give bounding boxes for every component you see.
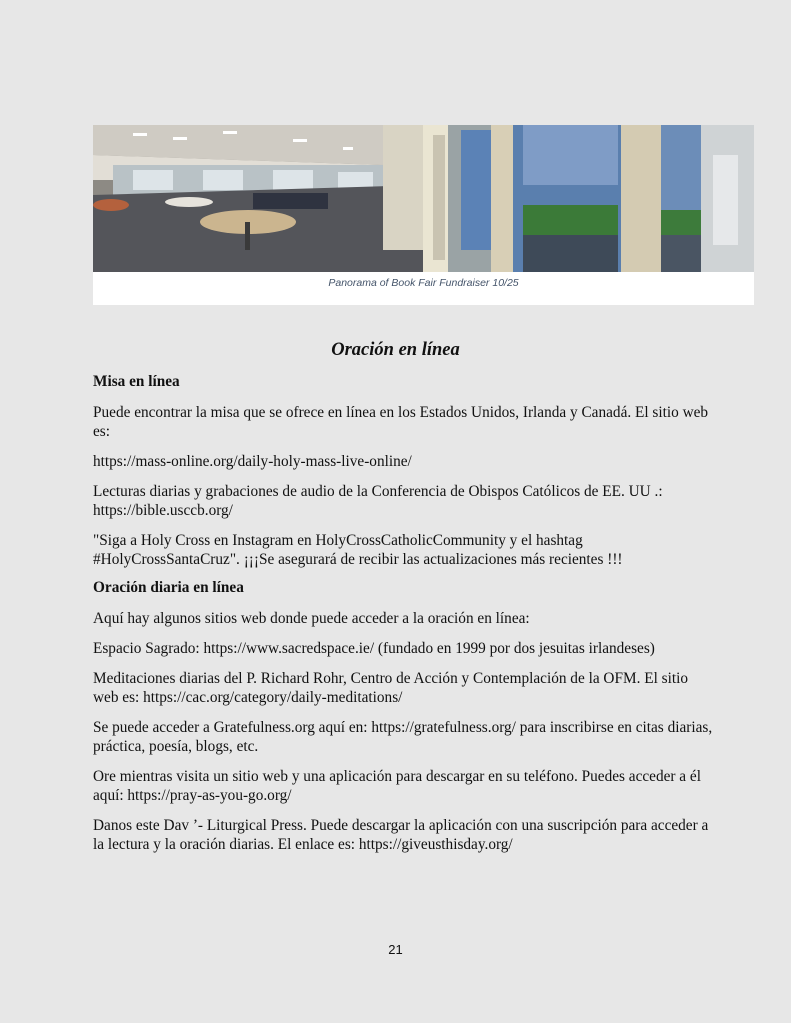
main-content: [93, 372, 713, 865]
misa-intro: Puede encontrar la misa que se ofrece en línea en los Estados Unidos, Irlanda y Canadá. El sitio web es:: [93, 404, 709, 440]
oracion-item: Espacio Sagrado: https://www.sacredspace.ie/ (fundado en 1999 por dos jesuitas irlandeses): [93, 640, 655, 657]
misa-url: https://mass-online.org/daily-holy-mass-live-online/: [93, 453, 412, 470]
oracion-intro: Aquí hay algunos sitios web donde puede acceder a la oración en línea:: [93, 610, 530, 627]
page-number: 21: [388, 942, 403, 957]
readings-paragraph: Lecturas diarias y grabaciones de audio de la Conferencia de Obispos Católicos de EE. UU .: https://bible.usccb.org/: [93, 483, 663, 519]
oracion-heading: Oración diaria en línea: [93, 579, 244, 596]
oracion-item: Danos este Dav ’- Liturgical Press. Puede descargar la aplicación con una suscripción para acceder a la lectura y la oración diarias. El enlace es: https://giveusthisday.org/: [93, 817, 709, 853]
photo-caption: Panorama of Book Fair Fundraiser 10/25: [328, 277, 519, 289]
misa-heading: Misa en línea: [93, 373, 180, 390]
oracion-item: Ore mientras visita un sitio web y una aplicación para descargar en su teléfono. Puedes acceder a él aquí: https://pray-as-you-go.org/: [93, 768, 701, 804]
oracion-item: Meditaciones diarias del P. Richard Rohr, Centro de Acción y Contemplación de la OFM. El sitio web es: https://cac.org/category/daily-meditations/: [93, 670, 689, 706]
caption-bar: [93, 272, 754, 305]
panorama-photo: [93, 125, 754, 272]
instagram-paragraph: "Siga a Holy Cross en Instagram en HolyCrossCatholicCommunity y el hashtag #HolyCrossSantaCruz". ¡¡¡Se asegurará de recibir las actualizaciones más recientes !!!: [93, 532, 623, 568]
section-title: Oración en línea: [331, 340, 460, 360]
oracion-item: Se puede acceder a Gratefulness.org aquí en: https://gratefulness.org/ para inscribirse en citas diarias, práctica, poesía, blogs, etc.: [93, 719, 713, 755]
